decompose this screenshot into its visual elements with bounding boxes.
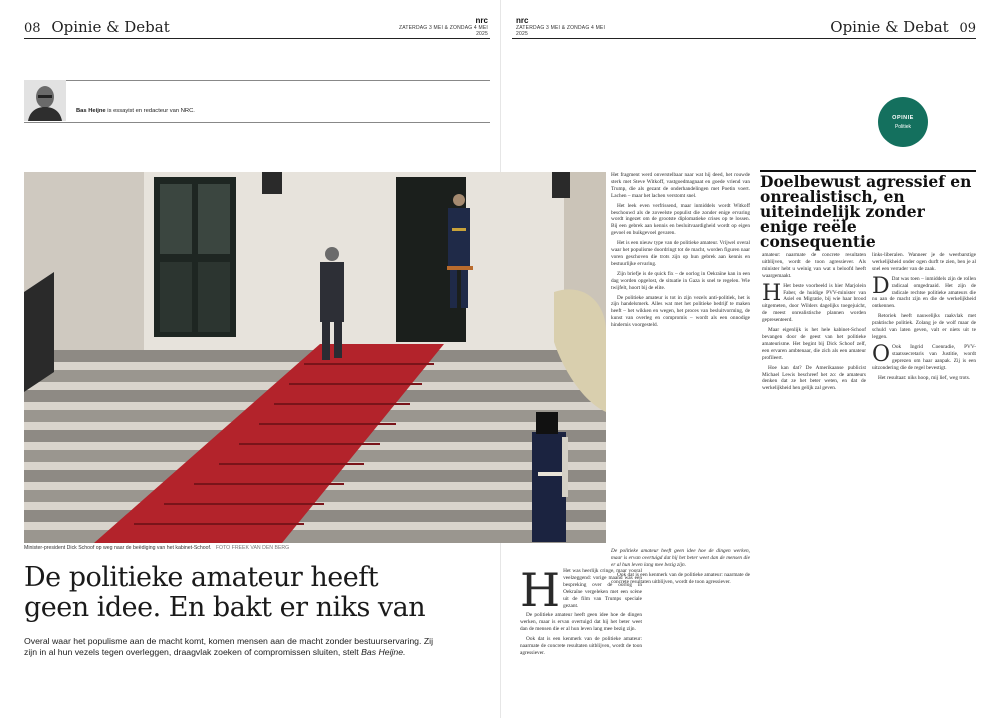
left-brand: nrc: [475, 16, 488, 25]
col1b-para: Ook dat is een kenmerk van de politieke amateur: naarmate de concrete resultaten uitblijven, wordt de toon agressiever.: [611, 571, 750, 585]
left-page-number: 08: [24, 21, 41, 36]
text-column-1b: [611, 548, 750, 703]
col1-para: Het fragment werd onverstelbaar naar wat hij deed, het rouwde sterk met Steve Witkoff, vastgoedmagnaat en goede vriend van Trump, die als gezant de onderhandelingen met Poetin voert. Lachen – maar het lachen verstomt snel.: [611, 172, 750, 199]
author-top-rule: [24, 80, 490, 81]
col1-para: Zijn briefje is de quick fix – de oorlog in Oekraïne kan in een dag worden opgelost, de situatie in Gaza is snel te regelen. Wie twijfelt, hoort bij de elite.: [611, 270, 750, 291]
col4-para: links-liberalen. Wanneer je de weerbarstige werkelijkheid onder ogen durft te zien, ben je al snel een verrader van de zaak.: [872, 252, 976, 272]
col1-para: Het is een nieuw type van de politieke amateur. Vrijwel overal waar het populisme doordringt tot de macht, worden figuren naar voren geschoven die trots zijn op hun gebrek aan kennis en bestuurlijke ervaring.: [611, 240, 750, 267]
col2-para: Het was heerlijk cringe, maar vooral veelzeggend: vorige maand was een bespreking over de oorlog in Oekraïne vergeleken met een scène uit de film van Trumps speciale gezant.: [563, 568, 642, 609]
author-line: [76, 108, 195, 114]
col4-para: Dat was toen – inmiddels zijn de rollen radicaal omgedraaid. Het zijn de radicale rechtse politieke amateurs die nu aan de macht zijn en die de werkelijkheid ontkennen.: [872, 275, 976, 310]
col1-para: De politieke amateur is tot in zijn vezels anti-politiek, het is zijn handelsmerk. Alles wat met het politieke bedrijf te maken heeft – het wikken en wegen, het proces van besluitvorming, de kunst van overleg en compromis – wordt als een onnodige hindernis voorgesteld.: [611, 294, 750, 329]
lead-author: Bas Heijne.: [361, 647, 406, 657]
article-title: De politieke amateur heeft geen idee. En bakt er niks van: [24, 562, 426, 623]
left-masthead: [392, 16, 488, 37]
col4-para: Ook Ingrid Coenradie, PVV-staatssecretaris van Justitie, wordt geprezen om haar aanpak. Zij is een uitzondering die de regel bevestigt.: [872, 343, 976, 371]
col2-para: Ook dat is een kenmerk van de politieke amateur: naarmate de concrete resultaten uitblijven, wordt de toon agressiever.: [520, 636, 642, 656]
left-dateline: ZATERDAG 3 MEI & ZONDAG 4 MEI 2025: [398, 25, 488, 37]
right-brand: nrc: [516, 16, 529, 25]
dropcap-d: D: [872, 273, 890, 299]
dropcap-h2: H: [762, 280, 782, 306]
right-section-title: Opinie & Debat: [830, 18, 949, 36]
col4-para: Retoriek heeft nauwelijks raakvlak met praktische politiek. Zolang je de wolf maar de schuld van laten geven, valt er niets uit te leggen.: [872, 313, 976, 340]
lead-text: Overal waar het populisme aan de macht komt, komen mensen aan de macht zonder bestuurservaring. Zij zijn in al hun vezels tegen overleggen, draagvlak zoeken of compromissen sluiten, stelt: [24, 636, 433, 657]
author-name: Bas Heijne: [76, 108, 106, 114]
text-column-1: [611, 172, 750, 542]
section-badge: [878, 97, 928, 147]
dropcap-o: O: [872, 341, 891, 367]
photo-caption: [24, 545, 289, 551]
right-page-header: [830, 18, 976, 36]
col1b-para: De politieke amateur heeft geen idee hoe de dingen werken, maar is ervan overtuigd dat hij het beter weet dan de mensen die er al hun leven lang mee bezig zijn.: [611, 548, 750, 568]
main-photo: [24, 172, 606, 543]
pull-quote: Doelbewust agressief en onrealistisch, en uiteindelijk zonder enige reële consequentie: [760, 172, 972, 251]
col1-para: Het leek even verfrissend, maar inmiddels wordt Witkoff beschouwd als de zoveelste populist die zonder enige ervaring wordt ingezet om de grootste diplomatieke crises op te lossen. Bij een gebrek aan kennis en besluitvaardigheid wordt op eigen gevoel en buikgevoel gevaren.: [611, 202, 750, 237]
dropcap-h: H: [520, 568, 561, 617]
badge-label: OPINIE: [892, 115, 914, 121]
left-page-header: [24, 18, 170, 36]
col3-para: amateur: naarmate de concrete resultaten uitblijven, wordt de toon agressiever. Als minister hebt u weinig van wat u beloofd heeft waargemaakt.: [762, 252, 866, 279]
col3-para: Maar eigenlijk is het hele kabinet-Schoof bevangen door de geest van het politieke amateurisme. Het begint bij Dick Schoof zelf, een ervaren ambtenaar, die zich als een amateur profileert.: [762, 327, 866, 361]
text-column-4: [872, 252, 976, 702]
right-page-number: 09: [959, 21, 976, 36]
author-photo: [24, 80, 66, 121]
right-dateline: ZATERDAG 3 MEI & ZONDAG 4 MEI 2025: [516, 25, 606, 37]
article-lead: [24, 636, 442, 658]
left-section-title: Opinie & Debat: [51, 18, 170, 36]
col3-para: Hoe kan dat? De Amerikaanse publicist Michael Lewis beschreef het zo: de amateurs denken dat ze het beter weten, en dat de werkelijkheid hen gelijk zal geven.: [762, 364, 866, 392]
badge-sub: Politiek: [894, 124, 912, 130]
right-header-rule: [512, 38, 976, 39]
photo-credit: FOTO FREEK VAN DEN BERG: [215, 545, 290, 551]
photo-caption-text: Minister-president Dick Schoof op weg naar de beëdiging van het kabinet-Schoof.: [24, 545, 212, 551]
author-bottom-rule: [24, 122, 490, 123]
author-bio: is essayist en redacteur van NRC.: [107, 108, 195, 114]
col4-para: Het resultaat: niks hoop, mij lief, weg trots.: [878, 374, 971, 381]
right-masthead: [516, 16, 616, 37]
left-header-rule: [24, 38, 490, 39]
text-column-3: [762, 252, 866, 702]
col3-para: Het beste voorbeeld is hier Marjolein Faber, de huidige PVV-minister van Asiel en Migratie, bij wie haar brood uitgemeten, door Wilders dagelijks toegejuicht, de meest onrealistische plannen worden gepresenteerd.: [762, 282, 866, 324]
col2-para: De politieke amateur heeft geen idee hoe de dingen werken, maar is ervan overtuigd dat hij het beter weet dan de mensen die er al hun leven lang mee bezig zijn.: [520, 612, 642, 633]
